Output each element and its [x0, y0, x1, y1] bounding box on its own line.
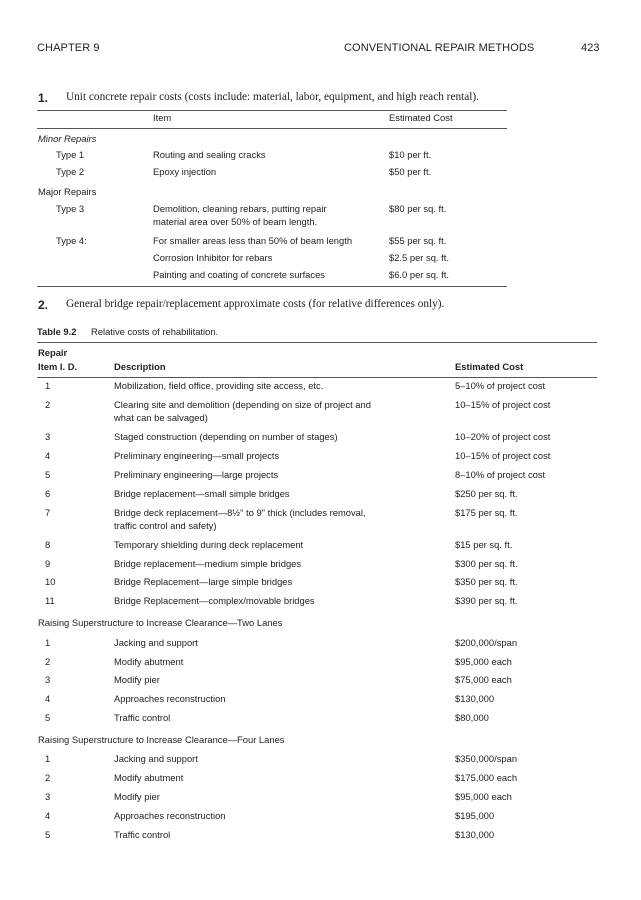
- table1-row-type: Type 3: [56, 203, 85, 214]
- table2-row-desc: Bridge Replacement—large simple bridges: [114, 576, 293, 587]
- page-number: 423: [581, 42, 600, 54]
- group2-row-id: 4: [45, 810, 51, 821]
- table2-row-desc: Temporary shielding during deck replacement: [114, 539, 304, 550]
- table2-row-id: 5: [45, 469, 51, 480]
- group1-row-id: 4: [45, 693, 51, 704]
- table2-row-id: 7: [45, 507, 51, 518]
- group2-row-id: 1: [45, 753, 51, 764]
- group1-row-desc: Modify pier: [114, 674, 160, 685]
- group1-row-cost: $200,000/span: [455, 637, 518, 648]
- table2-row-cost: $390 per sq. ft.: [455, 595, 518, 606]
- table-label: Table 9.2: [37, 326, 77, 337]
- table2-row-desc: Bridge replacement—medium simple bridges: [114, 558, 302, 569]
- table1-row-item: Epoxy injection: [153, 166, 217, 177]
- table2-row-id: 9: [45, 558, 51, 569]
- table2-row-cost: $300 per sq. ft.: [455, 558, 518, 569]
- group1-row-cost: $95,000 each: [455, 656, 512, 667]
- section2-number: 2.: [38, 298, 49, 312]
- table1-row-cost: $50 per ft.: [389, 166, 432, 177]
- table2-row-desc: Bridge replacement—small simple bridges: [114, 488, 290, 499]
- table2-row-cost: 10–15% of project cost: [455, 399, 551, 410]
- table2-header-rule: [37, 377, 597, 378]
- group2-row-cost: $130,000: [455, 829, 495, 840]
- group2-row-cost: $175,000 each: [455, 772, 518, 783]
- table1-row-cost: $55 per sq. ft.: [389, 235, 447, 246]
- section1-number: 1.: [38, 91, 49, 105]
- table1-row-cost: $2.5 per sq. ft.: [389, 252, 449, 263]
- group1-row-cost: $80,000: [455, 712, 489, 723]
- table2-row-cost: $350 per sq. ft.: [455, 576, 518, 587]
- table2-row-desc-cont: what can be salvaged): [114, 412, 208, 423]
- group2-row-cost: $95,000 each: [455, 791, 512, 802]
- table2-row-id: 6: [45, 488, 51, 499]
- group2-row-cost: $350,000/span: [455, 753, 518, 764]
- table1-row-cost: $6.0 per sq. ft.: [389, 269, 449, 280]
- group1-row-desc: Traffic control: [114, 712, 171, 723]
- table1-header-rule: [37, 128, 507, 129]
- group2-row-desc: Modify pier: [114, 791, 160, 802]
- group1-title: Raising Superstructure to Increase Clearance—Two Lanes: [38, 617, 283, 628]
- table1-row-type: Type 2: [56, 166, 85, 177]
- group1-row-id: 1: [45, 637, 51, 648]
- table2-row-desc: Bridge deck replacement—8½" to 9" thick (includes removal,: [114, 507, 366, 518]
- table1-row-item-cont: material area over 50% of beam length.: [153, 216, 318, 227]
- table2-row-desc: Preliminary engineering—large projects: [114, 469, 279, 480]
- table-caption: Relative costs of rehabilitation.: [91, 326, 219, 337]
- group2-title: Raising Superstructure to Increase Clearance—Four Lanes: [38, 734, 285, 745]
- group1-row-desc: Approaches reconstruction: [114, 693, 226, 704]
- table1-top-rule: [37, 110, 507, 111]
- group1-row-desc: Modify abutment: [114, 656, 184, 667]
- table2-row-cost: $15 per sq. ft.: [455, 539, 513, 550]
- table2-row-id: 8: [45, 539, 51, 550]
- table2-row-cost: 8–10% of project cost: [455, 469, 546, 480]
- section1-heading: Unit concrete repair costs (costs include: material, labor, equipment, and high reach rental).: [66, 91, 479, 103]
- table1-row-type: Type 4:: [56, 235, 87, 246]
- table1-row-item: Demolition, cleaning rebars, putting repair: [153, 203, 327, 214]
- table2-row-id: 10: [45, 576, 56, 587]
- table2-top-rule: [37, 342, 597, 343]
- group1-row-id: 5: [45, 712, 51, 723]
- table1-col-cost: Estimated Cost: [389, 112, 453, 123]
- table2-row-cost: 10–20% of project cost: [455, 431, 551, 442]
- table2-col-id-cont: Item I. D.: [38, 361, 78, 372]
- table2-row-desc: Bridge Replacement—complex/movable bridges: [114, 595, 315, 606]
- table2-row-cost: 10–15% of project cost: [455, 450, 551, 461]
- table2-row-cost: $175 per sq. ft.: [455, 507, 518, 518]
- minor-repairs-label: Minor Repairs: [38, 133, 97, 144]
- table1-row-cost: $10 per ft.: [389, 149, 432, 160]
- group1-row-id: 2: [45, 656, 51, 667]
- group2-row-desc: Jacking and support: [114, 753, 198, 764]
- table2-row-cost: 5–10% of project cost: [455, 380, 546, 391]
- table2-col-cost: Estimated Cost: [455, 361, 524, 372]
- group2-row-desc: Traffic control: [114, 829, 171, 840]
- group1-row-desc: Jacking and support: [114, 637, 198, 648]
- group2-row-id: 5: [45, 829, 51, 840]
- group1-row-id: 3: [45, 674, 51, 685]
- table2-row-desc: Staged construction (depending on number of stages): [114, 431, 338, 442]
- table2-row-desc: Mobilization, field office, providing site access, etc.: [114, 380, 324, 391]
- table1-row-item: For smaller areas less than 50% of beam length: [153, 235, 353, 246]
- group1-row-cost: $75,000 each: [455, 674, 512, 685]
- table2-row-desc: Clearing site and demolition (depending on size of project and: [114, 399, 371, 410]
- table2-row-cost: $250 per sq. ft.: [455, 488, 518, 499]
- table1-col-item: Item: [153, 112, 172, 123]
- group2-row-id: 3: [45, 791, 51, 802]
- group2-row-id: 2: [45, 772, 51, 783]
- table1-row-type: Type 1: [56, 149, 85, 160]
- table2-row-id: 2: [45, 399, 51, 410]
- table2-col-desc: Description: [114, 361, 166, 372]
- table2-row-id: 4: [45, 450, 51, 461]
- section2-heading: General bridge repair/replacement approximate costs (for relative differences only).: [66, 298, 445, 310]
- table1-row-cost: $80 per sq. ft.: [389, 203, 447, 214]
- table2-row-desc: Preliminary engineering—small projects: [114, 450, 280, 461]
- table2-col-id: Repair: [38, 347, 68, 358]
- table1-row-item: Painting and coating of concrete surfaces: [153, 269, 325, 280]
- table2-row-id: 3: [45, 431, 51, 442]
- table1-bottom-rule: [37, 286, 507, 287]
- group2-row-desc: Approaches reconstruction: [114, 810, 226, 821]
- group1-row-cost: $130,000: [455, 693, 495, 704]
- table2-row-id: 1: [45, 380, 51, 391]
- table2-row-desc-cont: traffic control and safety): [114, 520, 217, 531]
- table2-row-id: 11: [45, 595, 55, 606]
- table1-row-item: Corrosion Inhibitor for rebars: [153, 252, 273, 263]
- chapter-title: CONVENTIONAL REPAIR METHODS: [344, 42, 535, 54]
- group2-row-desc: Modify abutment: [114, 772, 184, 783]
- major-repairs-label: Major Repairs: [38, 186, 97, 197]
- chapter-label: CHAPTER 9: [37, 42, 100, 54]
- group2-row-cost: $195,000: [455, 810, 495, 821]
- table1-row-item: Routing and sealing cracks: [153, 149, 266, 160]
